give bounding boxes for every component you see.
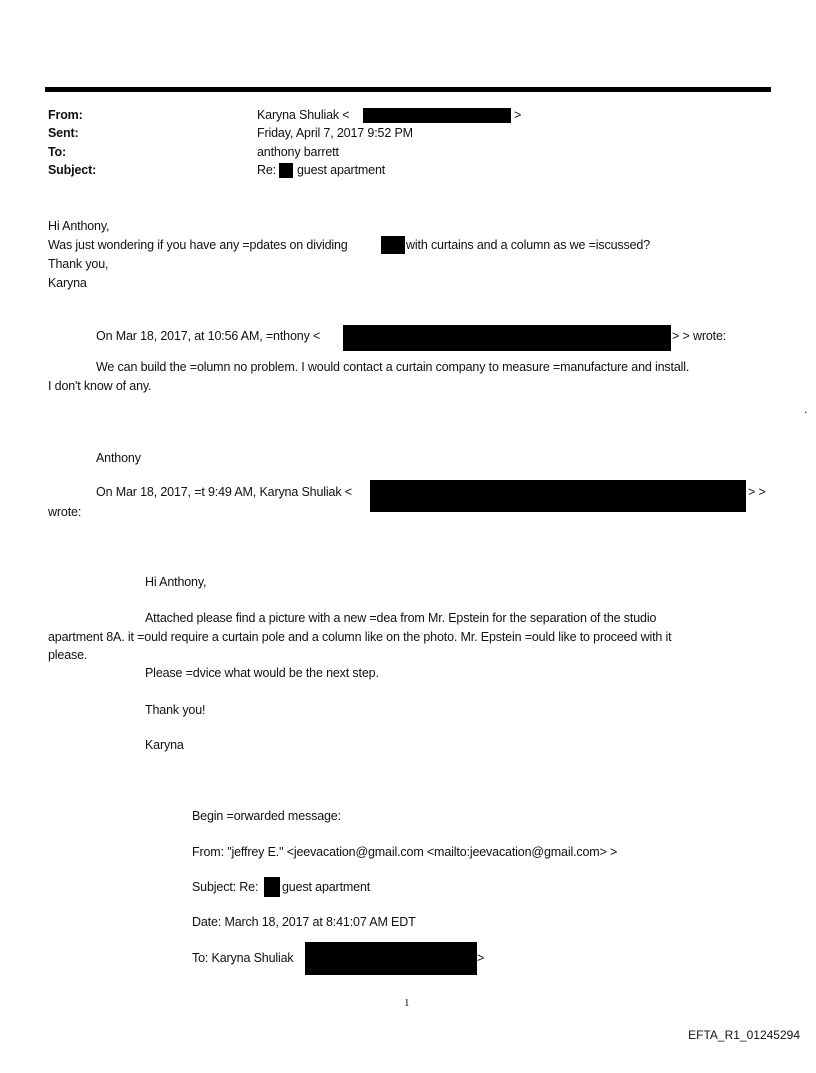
to-label: To:: [48, 145, 67, 159]
forwarded-from: From: "jeffrey E." <jeevacation@gmail.com <mailto:jeevacation@gmail.com> >: [192, 845, 618, 859]
forwarded-subject: Subject: Re:: [192, 880, 259, 894]
from-value-end: >: [514, 108, 522, 122]
redaction: [305, 942, 477, 975]
sent-value: Friday, April 7, 2017 9:52 PM: [257, 126, 413, 140]
redaction: [279, 163, 293, 178]
redaction: [370, 480, 746, 512]
quote-header-end: > >: [748, 485, 766, 499]
to-value: anthony barrett: [257, 145, 339, 159]
subject-prefix: Re:: [257, 163, 277, 177]
sent-label: Sent:: [48, 126, 79, 140]
quote-signature: Karyna: [145, 738, 184, 752]
quote-header: On Mar 18, 2017, at 10:56 AM, =nthony <: [96, 329, 321, 343]
quote-line: I don't know of any.: [48, 379, 152, 393]
signature: Karyna: [48, 276, 87, 290]
forwarded-to: To: Karyna Shuliak: [192, 951, 294, 965]
body-line: Was just wondering if you have any =pdates on dividing: [48, 238, 348, 252]
quote-line: We can build the =olumn no problem. I would contact a curtain company to measure =manufacture and install.: [96, 360, 690, 374]
forwarded-subject-end: guest apartment: [282, 880, 371, 894]
quote-header: On Mar 18, 2017, =t 9:49 AM, Karyna Shuliak <: [96, 485, 352, 499]
redaction: [343, 325, 671, 351]
quote-line: Attached please find a picture with a new =dea from Mr. Epstein for the separation of the studio: [145, 611, 657, 625]
quote-header-wrote: wrote:: [48, 505, 82, 519]
forwarded-begin: Begin =orwarded message:: [192, 809, 341, 823]
subject-label: Subject:: [48, 163, 97, 177]
subject-suffix: guest apartment: [297, 163, 386, 177]
greeting: Hi Anthony,: [48, 219, 110, 233]
from-label: From:: [48, 108, 83, 122]
header-rule: [45, 87, 771, 92]
quote-signature: Anthony: [96, 451, 141, 465]
quote-greeting: Hi Anthony,: [145, 575, 207, 589]
body-line-end: with curtains and a column as we =iscussed?: [406, 238, 651, 252]
quote-header-end: > > wrote:: [672, 329, 727, 343]
quote-line: apartment 8A. it =ould require a curtain pole and a column like on the photo. Mr. Epstein =ould like to proceed with it: [48, 630, 672, 644]
redaction: [264, 877, 280, 897]
document-id: EFTA_R1_01245294: [688, 1028, 800, 1042]
redaction: [381, 236, 405, 254]
forwarded-to-end: >: [477, 951, 485, 965]
forwarded-date: Date: March 18, 2017 at 8:41:07 AM EDT: [192, 915, 416, 929]
redaction: [363, 108, 511, 123]
page-number: 1: [404, 997, 410, 1009]
quote-thanks: Thank you!: [145, 703, 206, 717]
quote-line: Please =dvice what would be the next step.: [145, 666, 379, 680]
from-value: Karyna Shuliak <: [257, 108, 350, 122]
thanks: Thank you,: [48, 257, 109, 271]
quote-line: please.: [48, 648, 88, 662]
stray-dot: .: [804, 402, 808, 416]
